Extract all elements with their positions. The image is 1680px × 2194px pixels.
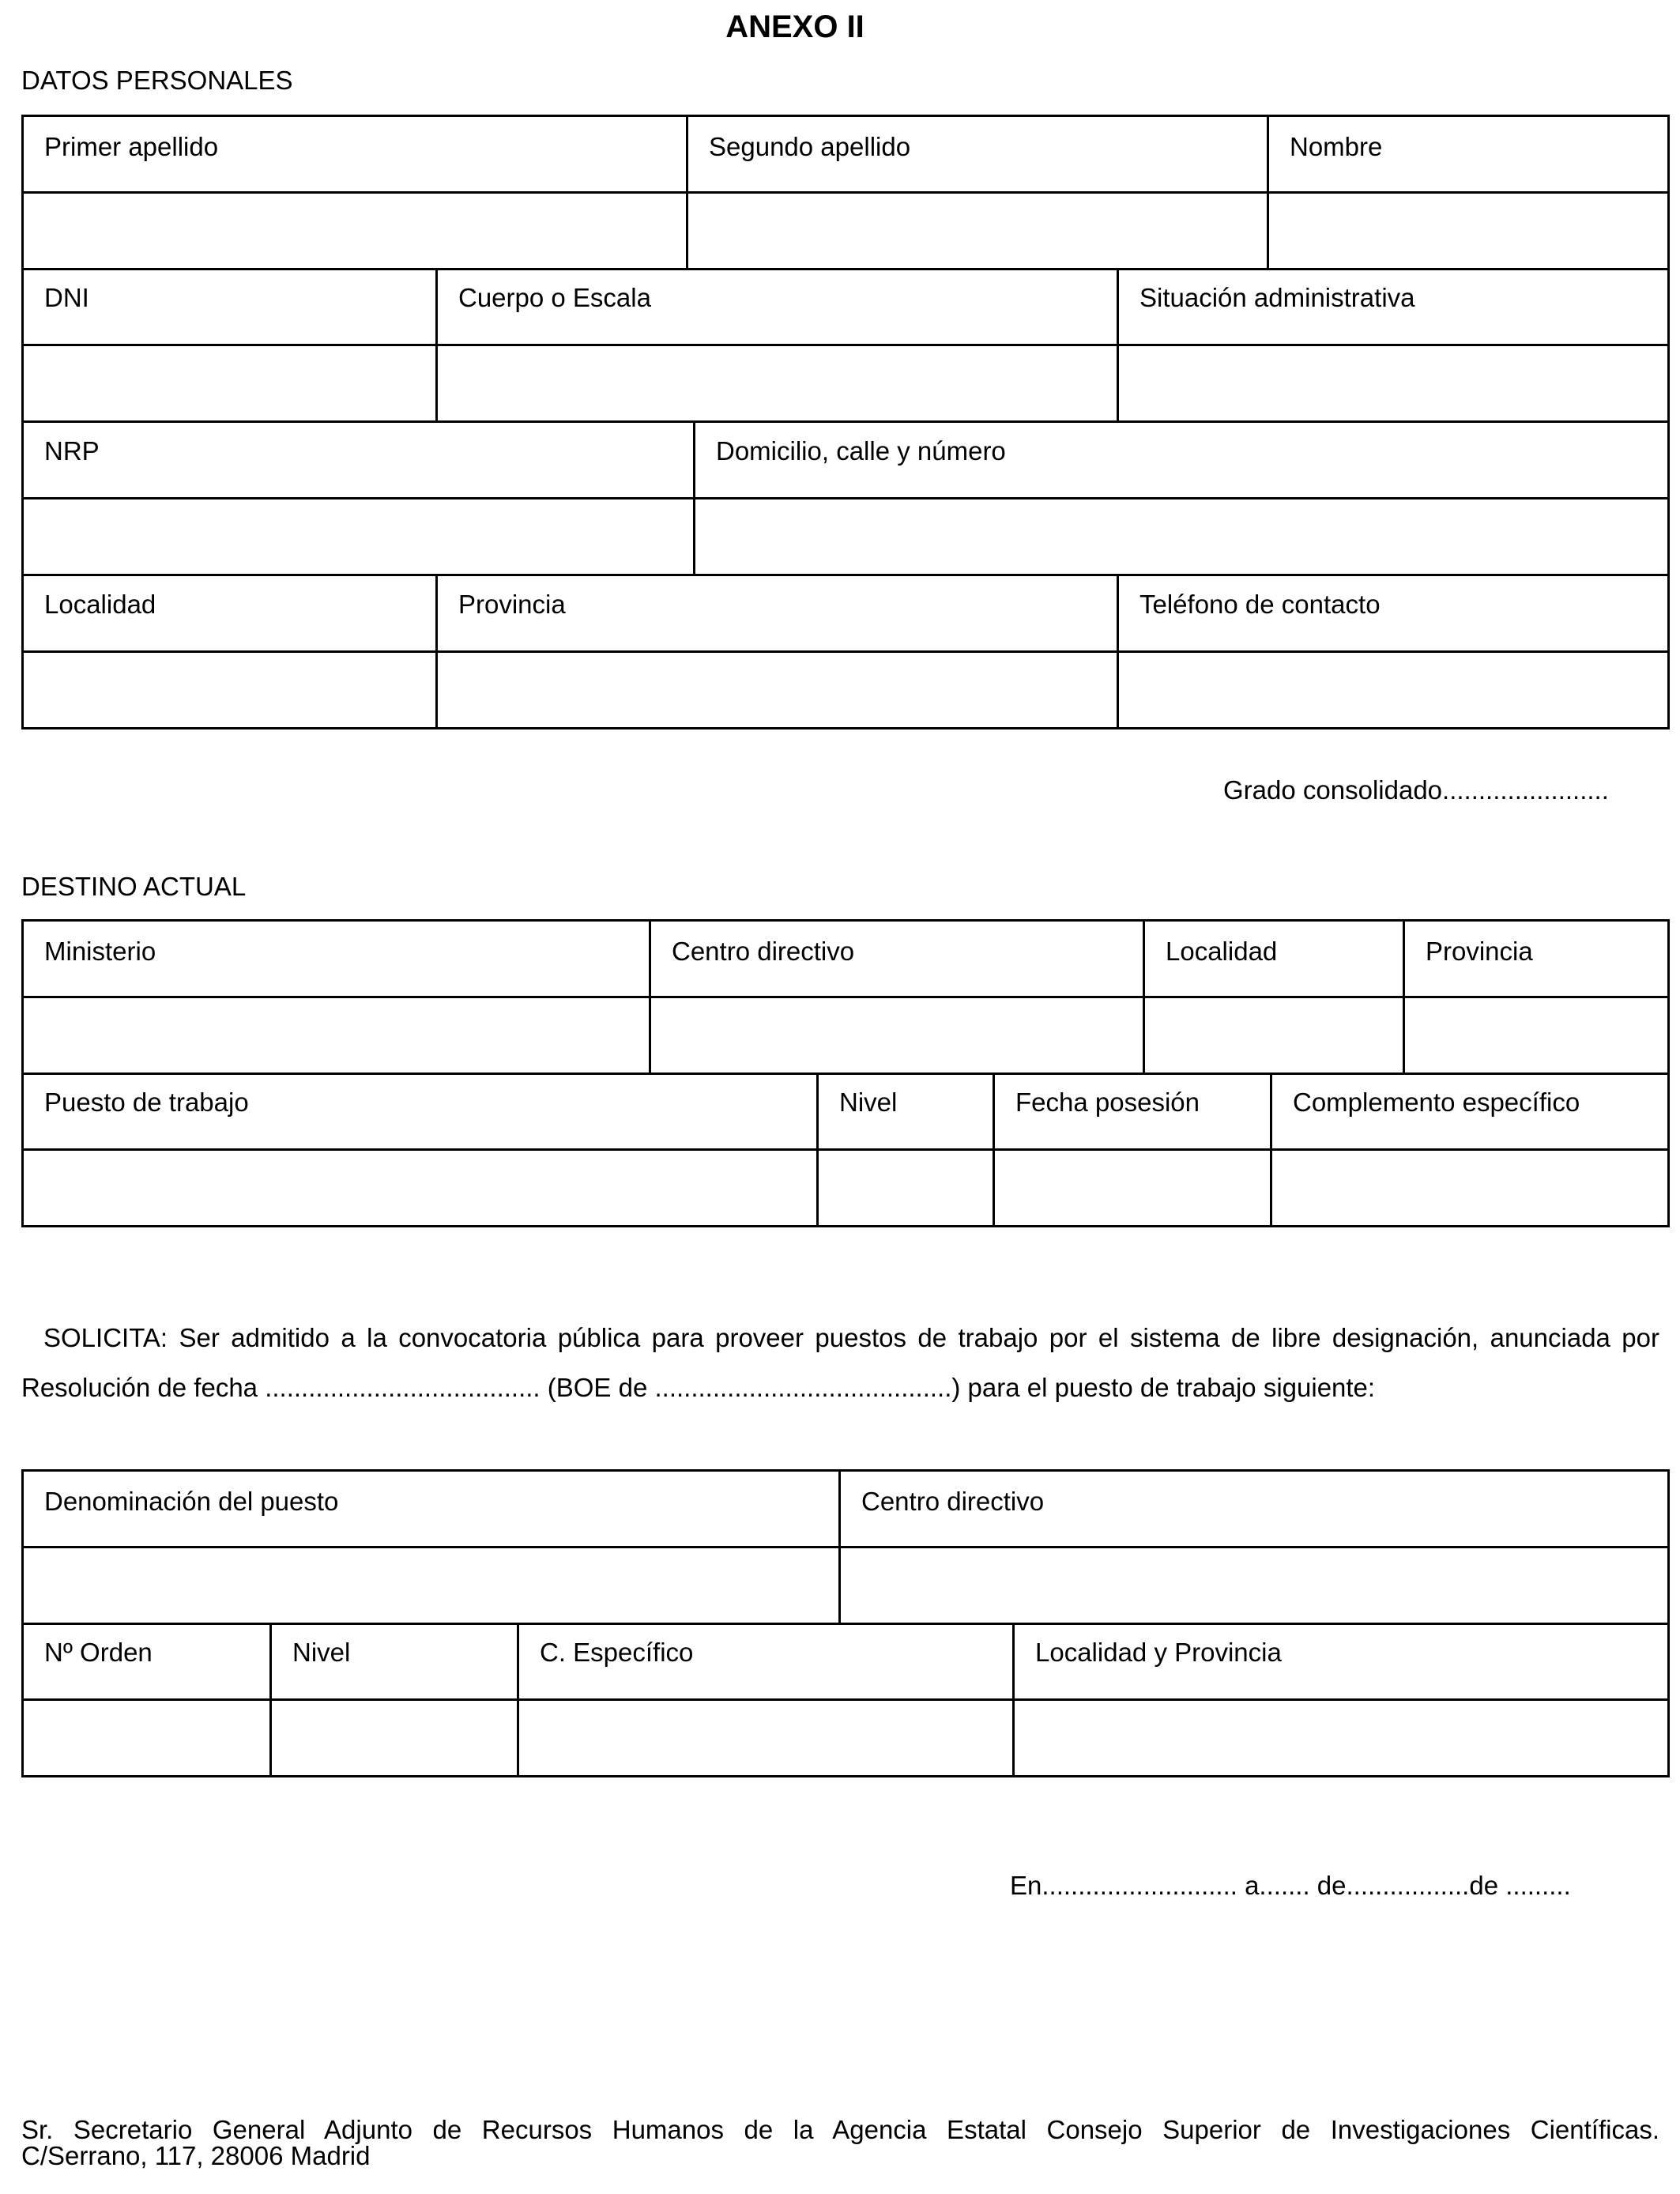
grado-consolidado: Grado consolidado....................... bbox=[1223, 775, 1609, 805]
document-title: ANEXO II bbox=[725, 9, 864, 44]
addressee-line-1: Sr. Secretario General Adjunto de Recursos Humanos de la Agencia Estatal Consejo Superior de Investigaciones Científicas. bbox=[21, 2115, 1659, 2144]
destino-actual-table-a bbox=[21, 919, 1670, 1075]
label-localidad-provincia: Localidad y Provincia bbox=[1014, 1623, 1669, 1699]
field-localidad-provincia[interactable] bbox=[1014, 1699, 1669, 1776]
label-centro-directivo-puesto: Centro directivo bbox=[840, 1471, 1669, 1547]
datos-personales-table-c bbox=[21, 421, 1670, 576]
label-provincia-actual: Provincia bbox=[1404, 921, 1669, 997]
label-nivel-actual: Nivel bbox=[818, 1072, 994, 1149]
field-nombre[interactable] bbox=[1268, 193, 1669, 270]
field-primer-apellido[interactable] bbox=[23, 193, 687, 270]
label-c-especifico: C. Específico bbox=[518, 1623, 1014, 1699]
field-localidad-actual[interactable] bbox=[1144, 997, 1404, 1074]
section-heading-datos-personales: DATOS PERSONALES bbox=[21, 66, 293, 95]
label-puesto-trabajo: Puesto de trabajo bbox=[23, 1072, 818, 1149]
label-numero-orden: Nº Orden bbox=[23, 1623, 271, 1699]
section-heading-destino-actual: DESTINO ACTUAL bbox=[21, 872, 247, 901]
field-segundo-apellido[interactable] bbox=[687, 193, 1268, 270]
label-denominacion-puesto: Denominación del puesto bbox=[23, 1471, 840, 1547]
label-ministerio: Ministerio bbox=[23, 921, 650, 997]
label-fecha-posesion: Fecha posesión bbox=[994, 1072, 1271, 1149]
field-numero-orden[interactable] bbox=[23, 1699, 271, 1776]
label-nivel-puesto: Nivel bbox=[271, 1623, 518, 1699]
puesto-table-b bbox=[21, 1623, 1670, 1777]
lugar-fecha: En........................... a....... de.................de ......... bbox=[1010, 1871, 1571, 1900]
label-nrp: NRP bbox=[23, 421, 695, 498]
label-localidad-actual: Localidad bbox=[1144, 921, 1404, 997]
field-provincia[interactable] bbox=[437, 651, 1118, 728]
field-domicilio[interactable] bbox=[695, 498, 1669, 575]
field-ministerio[interactable] bbox=[23, 997, 650, 1074]
field-centro-directivo-puesto[interactable] bbox=[840, 1547, 1669, 1624]
datos-personales-table-b bbox=[21, 268, 1670, 423]
destino-actual-table-b bbox=[21, 1072, 1670, 1227]
label-domicilio: Domicilio, calle y número bbox=[695, 421, 1669, 498]
field-telefono[interactable] bbox=[1118, 651, 1669, 728]
label-segundo-apellido: Segundo apellido bbox=[687, 116, 1268, 193]
label-nombre: Nombre bbox=[1268, 116, 1669, 193]
field-dni[interactable] bbox=[23, 345, 437, 421]
label-dni: DNI bbox=[23, 268, 437, 345]
field-c-especifico[interactable] bbox=[518, 1699, 1014, 1776]
solicita-paragraph bbox=[21, 1313, 1659, 1412]
label-centro-directivo-actual: Centro directivo bbox=[650, 921, 1144, 997]
label-localidad: Localidad bbox=[23, 575, 437, 651]
field-denominacion-puesto[interactable] bbox=[23, 1547, 840, 1624]
label-complemento-especifico: Complemento específico bbox=[1271, 1072, 1669, 1149]
addressee bbox=[21, 2105, 1659, 2181]
label-provincia: Provincia bbox=[437, 575, 1118, 651]
puesto-table-a bbox=[21, 1469, 1670, 1625]
field-fecha-posesion[interactable] bbox=[994, 1149, 1271, 1226]
solicita-text: SOLICITA: Ser admitido a la convocatoria pública para proveer puestos de trabajo por el sistema de libre designación, anunciada por Resolución de fecha ...................................... (BOE de .........................................) para el puesto de trabajo siguiente: bbox=[21, 1323, 1659, 1402]
field-nrp[interactable] bbox=[23, 498, 695, 575]
field-complemento-especifico[interactable] bbox=[1271, 1149, 1669, 1226]
field-puesto-trabajo[interactable] bbox=[23, 1149, 818, 1226]
field-localidad[interactable] bbox=[23, 651, 437, 728]
field-situacion-administrativa[interactable] bbox=[1118, 345, 1669, 421]
field-nivel-actual[interactable] bbox=[818, 1149, 994, 1226]
field-centro-directivo-actual[interactable] bbox=[650, 997, 1144, 1074]
label-telefono: Teléfono de contacto bbox=[1118, 575, 1669, 651]
label-cuerpo-escala: Cuerpo o Escala bbox=[437, 268, 1118, 345]
field-nivel-puesto[interactable] bbox=[271, 1699, 518, 1776]
field-provincia-actual[interactable] bbox=[1404, 997, 1669, 1074]
datos-personales-table-a bbox=[21, 115, 1670, 270]
label-primer-apellido: Primer apellido bbox=[23, 116, 687, 193]
field-cuerpo-escala[interactable] bbox=[437, 345, 1118, 421]
addressee-line-2: C/Serrano, 117, 28006 Madrid bbox=[21, 2141, 371, 2170]
datos-personales-table-d bbox=[21, 575, 1670, 729]
label-situacion-administrativa: Situación administrativa bbox=[1118, 268, 1669, 345]
